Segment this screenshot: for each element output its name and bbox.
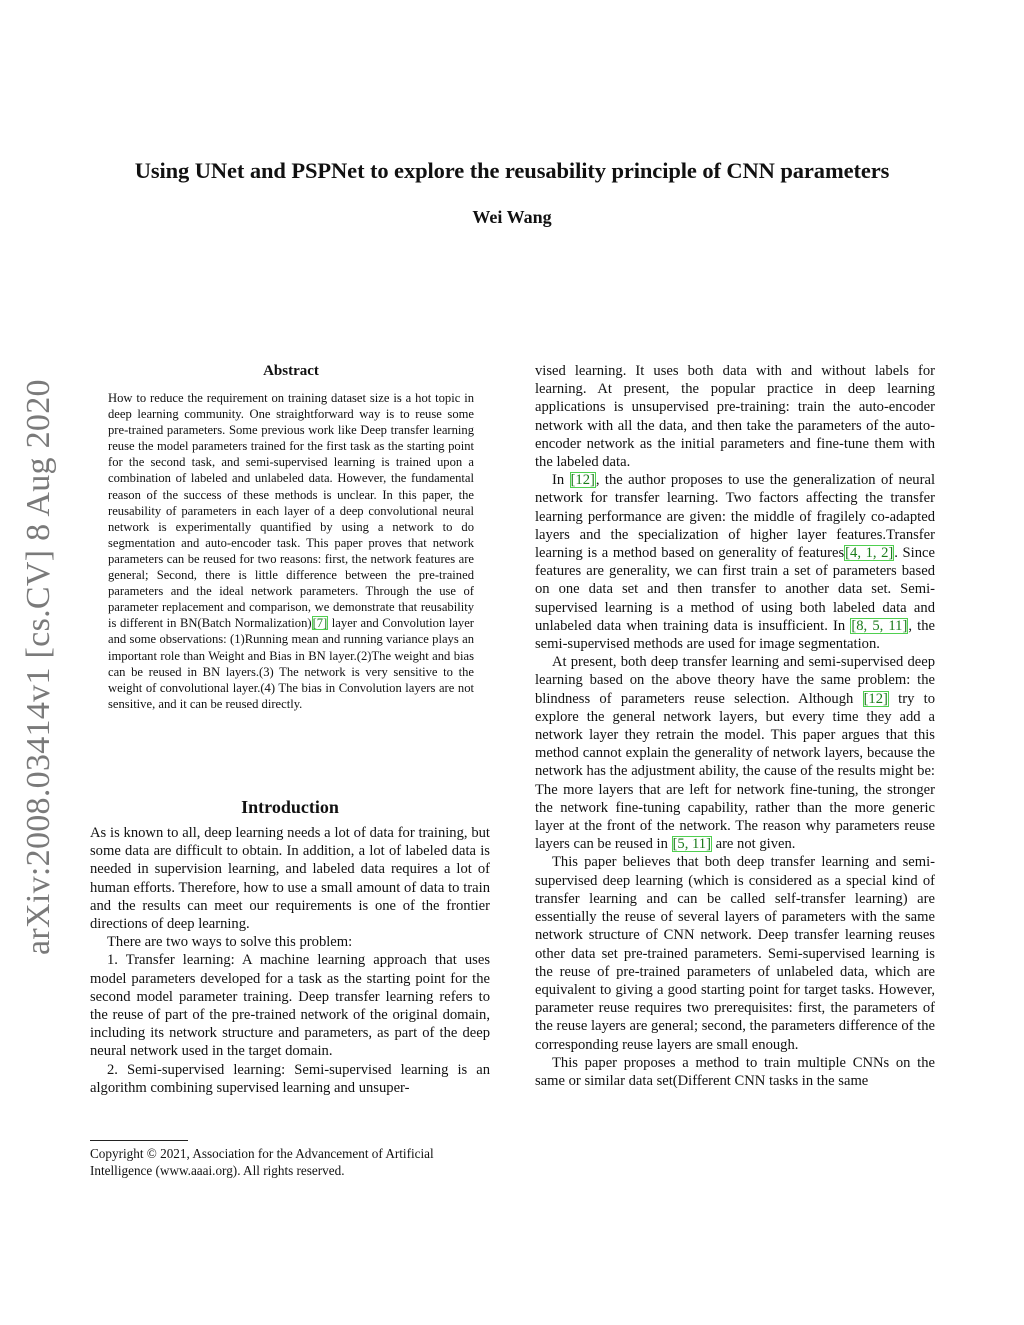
text-span: , the semi-supervised methods are used for image segmentation. [535,617,935,653]
text-span: , the author proposes to use the generalization of neural network for transfer learning. Two factors affecting the transfer learning performance are given: the middle of fragilely co-adapted layers and the specialization of higher layer features.Transfer learning is a method based on generality of features [535,472,935,562]
footnote-rule [90,1140,188,1141]
author-name: Wei Wang [472,207,552,227]
citation-link[interactable]: [8, 5, 11] [851,617,908,634]
text-span: . Since features are generality, we can first train a set of parameters based on one data set and then transfer to another data set. Semi-supervised learning is a method of using both labeled data and unlabeled data when training data is insufficient. In [535,545,935,634]
intro-paragraph: 1. Transfer learning: A machine learning approach that uses model parameters developed for a task as the starting point for the second model parameter training. Deep transfer learning refers to the reuse of part of the pre-trained network of the original domain, including its network structure and parameters, as part of the deep neural network used in the target domain. [90,952,490,1060]
body-paragraph: This paper believes that both deep transfer learning and semi-supervised deep learning (which is considered as a special kind of transfer learning and can be called self-transfer learning) are essentially the reuse of several layers of parameters with the same network structure of CNN network. Deep transfer learning reuses other data set pre-trained parameters. Semi-supervised learning is the reuse of pre-trained parameters of unlabeled data, which are equivalent to giving a good starting point for target tasks. However, parameter reuse requires two prerequisites: first, the parameters of the reuse layers are general; second, the parameters difference of the corresponding reuse layers are small enough. [535,854,935,1053]
abstract-text-part: layer and Convolution layer and some observations: (1)Running mean and running variance plays an important role than Weight and Bias in BN layer.(2)The weight and bias can be reused in BN layers.(3) The network is very sensitive to the weight of convolutional layer.(4) The bias in Convolution layers are not sensitive, and it can be reused directly. [108,616,474,711]
introduction-heading: Introduction [241,797,339,817]
body-paragraph: This paper proposes a method to train multiple CNNs on the same or similar data set(Different CNN tasks in the same [535,1054,935,1089]
text-span: are not given. [711,836,796,853]
citation-link[interactable]: [12] [863,690,888,707]
intro-paragraph: As is known to all, deep learning needs a lot of data for training, but some data are difficult to obtain. In addition, a lot of labeled data is needed in supervision learning, and labeled data requires a lot of human efforts. Therefore, how to use a small amount of data to train and the results can meet our requirements is one of the frontier directions of deep learning. [90,825,490,933]
paper-title: Using UNet and PSPNet to explore the reusability principle of CNN parameters [134,158,890,183]
citation-link[interactable]: [5, 11] [672,836,711,853]
intro-paragraph: There are two ways to solve this problem: [107,934,353,951]
citation-link[interactable]: [7] [312,616,328,631]
body-paragraph [535,471,935,653]
body-paragraph: vised learning. It uses both data with and without labels for learning. At present, the popular practice in deep learning applications is unsupervised pre-training: train the auto-encoder network with all the data, and then take the parameters of the auto-encoder network as the initial parameters and fine-tune them with the labeled data. [535,363,935,471]
right-column [535,362,935,1090]
abstract-section [108,363,474,712]
text-span: try to explore the general network layers, but every time they add a network layer they retrain the model. This paper argues that this method cannot explain the generality of network layers, because the network has the adjustment ability, the cause of the results might be: The more layers that are left for network fine-tuning, the stronger the network fine-tuning capability, rather than the more generic layer at the front of the network. The reason why parameters reuse layers can be reused in [535,690,935,853]
abstract-text-part: How to reduce the requirement on training dataset size is a hot topic in deep learning community. One straightforward way is to reuse some pre-trained parameters. Some previous work like Deep transfer learning reuse the model parameters trained for the first task as the starting point for the second task, and semi-supervised learning is trained upon a combination of labeled and unlabeled data. However, the fundamental reason of the success of these methods is unclear. In this paper, the reusability of parameters in each layer of a deep convolutional neural network is experimentally quantified by using a network to do segmentation and auto-encoder task. This paper proves that network parameters can be reused for two reasons: first, the network features are general; Second, there is little difference between the pre-trained parameters and the ideal network parameters. Through the use of parameter replacement and comparison, we demonstrate that reusability is different in BN(Batch Normalization) [108,391,474,631]
citation-link[interactable]: [4, 1, 2] [845,545,894,562]
introduction-section [90,797,490,1097]
text-span: At present, both deep transfer learning and semi-supervised deep learning based on the above theory have the same problem: the blindness of parameters reuse selection. Although [535,654,935,707]
citation-link[interactable]: [12] [570,472,595,489]
abstract-text [108,390,474,712]
abstract-heading: Abstract [263,363,319,379]
intro-paragraph: 2. Semi-supervised learning: Semi-supervised learning is an algorithm combining supervised learning and unsuper- [90,1061,490,1096]
copyright-text: Copyright © 2021, Association for the Advancement of Artificial Intelligence (www.aaai.org). All rights reserved. [90,1146,434,1178]
copyright-footnote [90,1140,490,1179]
text-span: In [552,472,570,489]
arxiv-identifier-stamp: arXiv:2008.03414v1 [cs.CV] 8 Aug 2020 [20,379,57,955]
body-paragraph [535,653,935,853]
